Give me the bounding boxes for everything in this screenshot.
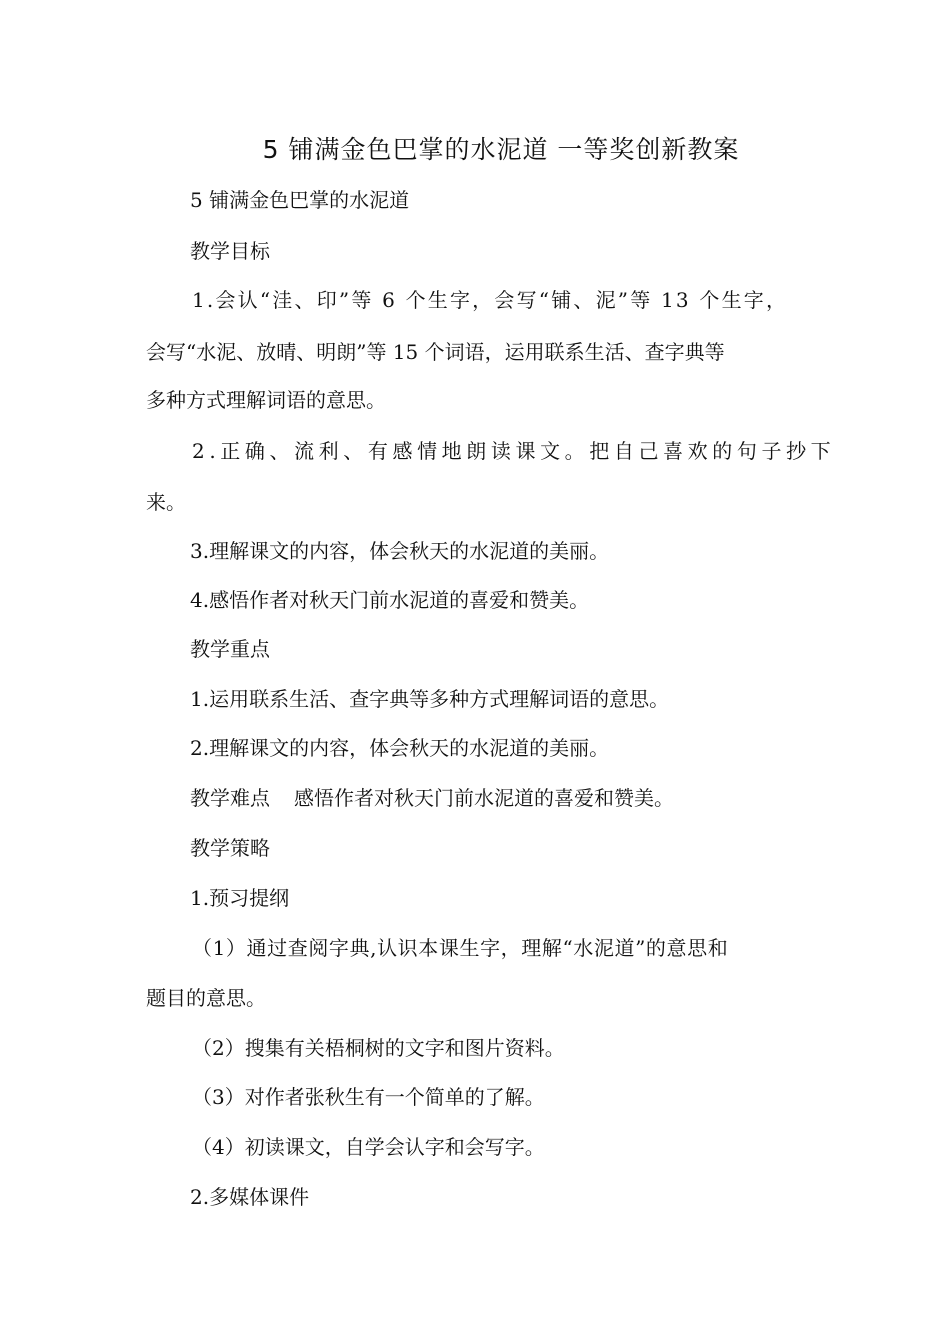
difficulty-label: 教学难点 xyxy=(190,786,270,810)
difficulty-text: 感悟作者对秋天门前水泥道的喜爱和赞美。 xyxy=(294,786,674,810)
document-title: 5 铺满金色巴掌的水泥道 一等奖创新教案 xyxy=(262,135,740,164)
objective-1-line-2: 会写“水泥、放晴、明朗”等 15 个词语，运用联系生活、查字典等 xyxy=(146,340,725,364)
strategy-heading: 教学策略 xyxy=(190,836,270,860)
lesson-name: 5 铺满金色巴掌的水泥道 xyxy=(190,188,410,212)
objective-1-line-3: 多种方式理解词语的意思。 xyxy=(146,388,386,412)
prep-1-line-1: （1）通过查阅字典,认识本课生字，理解“水泥道”的意思和 xyxy=(192,936,729,960)
key-points-heading: 教学重点 xyxy=(190,637,270,661)
key-point-1: 1.运用联系生活、查字典等多种方式理解词语的意思。 xyxy=(190,687,670,711)
prep-1-line-2: 题目的意思。 xyxy=(146,986,266,1010)
objective-2-line-2: 来。 xyxy=(146,490,186,514)
objective-4: 4.感悟作者对秋天门前水泥道的喜爱和赞美。 xyxy=(190,588,590,612)
objective-3: 3.理解课文的内容，体会秋天的水泥道的美丽。 xyxy=(190,539,610,563)
key-point-2: 2.理解课文的内容，体会秋天的水泥道的美丽。 xyxy=(190,736,610,760)
prep-4: （4）初读课文，自学会认字和会写字。 xyxy=(192,1135,545,1159)
objectives-heading: 教学目标 xyxy=(190,239,270,263)
objective-1-line-1: 1.会认“洼、印”等 6 个生字，会写“铺、泥”等 13 个生字， xyxy=(192,288,789,312)
strategy-1: 1.预习提纲 xyxy=(190,886,290,910)
strategy-2: 2.多媒体课件 xyxy=(190,1185,310,1209)
difficulty-line xyxy=(190,784,674,812)
prep-3: （3）对作者张秋生有一个简单的了解。 xyxy=(192,1085,545,1109)
objective-2-line-1: 2.正确、流利、有感情地朗读课文。把自己喜欢的句子抄下 xyxy=(192,439,836,463)
prep-2: （2）搜集有关梧桐树的文字和图片资料。 xyxy=(192,1036,565,1060)
